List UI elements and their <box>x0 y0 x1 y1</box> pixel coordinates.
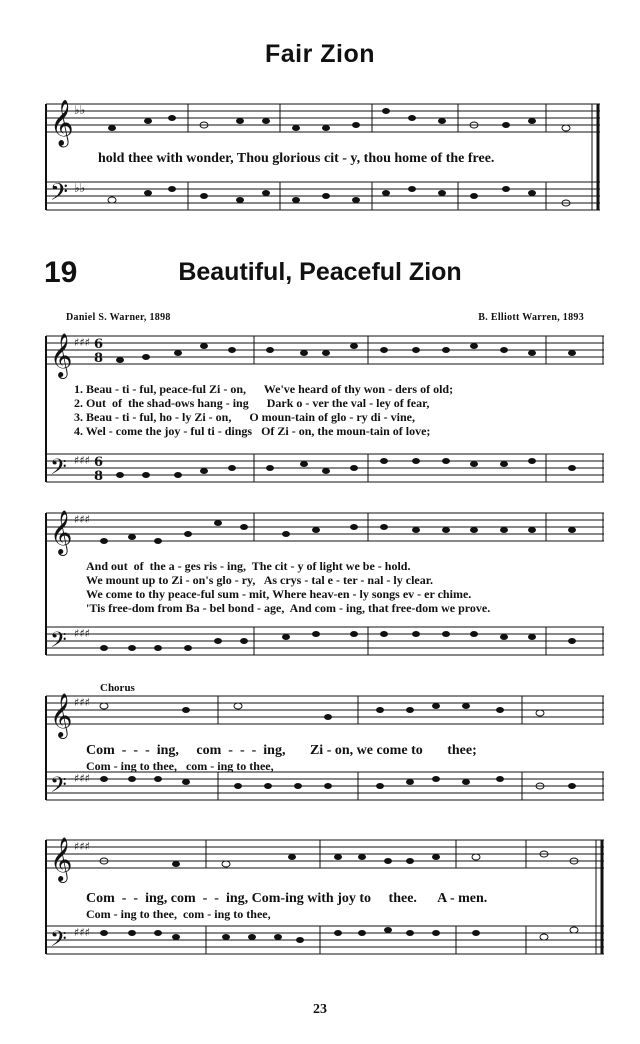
svg-text:♭♭: ♭♭ <box>74 181 86 195</box>
svg-text:♯♯♯: ♯♯♯ <box>74 454 90 467</box>
chorus-line-1-top: Com - - - ing, com - - - ing, Zi - on, we come to thee; <box>86 743 477 758</box>
svg-text:♯♯♯: ♯♯♯ <box>74 772 90 785</box>
svg-text:𝄢: 𝄢 <box>50 927 67 957</box>
svg-text:𝄞: 𝄞 <box>50 510 73 554</box>
svg-text:𝄞: 𝄞 <box>50 333 73 377</box>
chorus-label: Chorus <box>100 682 135 694</box>
svg-text:𝄞: 𝄞 <box>50 693 73 737</box>
chorus-line-2-bottom: Com - ing to thee, com - ing to thee, <box>86 907 271 921</box>
previous-hymn-lyric: hold thee with wonder, Thou glorious cit - y, thou home of the free. <box>98 151 495 166</box>
verse-line-1a: 1. Beau - ti - ful, peace-ful Zi - on, We've heard of thy won - ders of old; <box>74 382 454 396</box>
composer-credit: B. Elliott Warren, 1893 <box>478 312 584 323</box>
verse-line-4a: 4. Wel - come the joy - ful ti - dings Of Zi - on, the moun-tain of love; <box>74 424 431 438</box>
verse-line-2a: 2. Out of the shad-ows hang - ing Dark o - ver the val - ley of fear, <box>74 396 430 410</box>
svg-text:♯♯♯: ♯♯♯ <box>74 840 90 853</box>
svg-text:♯♯♯: ♯♯♯ <box>74 336 90 349</box>
svg-text:𝄢: 𝄢 <box>50 773 67 803</box>
svg-text:𝄢: 𝄢 <box>50 628 67 658</box>
hymn-number: 19 <box>44 256 78 289</box>
verse-line-4b: 'Tis free-dom from Ba - bel bond - age, And com - ing, that free-dom we prove. <box>86 601 491 615</box>
hymn-title: Beautiful, Peaceful Zion <box>178 258 462 286</box>
previous-hymn-title: Fair Zion <box>264 40 376 68</box>
svg-text:♭♭: ♭♭ <box>74 103 86 117</box>
svg-text:8: 8 <box>94 351 104 366</box>
svg-text:♯♯♯: ♯♯♯ <box>74 513 90 526</box>
svg-text:𝄞: 𝄞 <box>50 837 73 881</box>
svg-text:8: 8 <box>94 469 104 484</box>
chorus-line-1-bottom: Com - ing to thee, com - ing to thee, <box>86 759 274 773</box>
verse-line-1b: And out of the a - ges ris - ing, The cit - y of light we be - hold. <box>86 559 411 573</box>
svg-text:♯♯♯: ♯♯♯ <box>74 627 90 640</box>
svg-text:♯♯♯: ♯♯♯ <box>74 926 90 939</box>
svg-text:𝄢: 𝄢 <box>50 178 69 211</box>
page-number: 23 <box>313 1002 327 1017</box>
svg-text:♯♯♯: ♯♯♯ <box>74 696 90 709</box>
svg-text:6: 6 <box>94 337 104 352</box>
svg-text:6: 6 <box>94 455 104 470</box>
verse-line-3b: We come to thy peace-ful sum - mit, Where heav-en - ly songs ev - er chime. <box>86 587 472 601</box>
verse-line-2b: We mount up to Zi - on's glo - ry, As crys - tal e - ter - nal - ly clear. <box>86 573 433 587</box>
chorus-line-2-top: Com - - ing, com - - ing, Com-ing with joy to thee. A - men. <box>86 891 488 906</box>
svg-text:𝄞: 𝄞 <box>50 100 74 146</box>
verse-line-3a: 3. Beau - ti - ful, ho - ly Zi - on, O moun-tain of glo - ry di - vine, <box>74 410 416 424</box>
svg-text:𝄢: 𝄢 <box>50 455 67 485</box>
author-credit: Daniel S. Warner, 1898 <box>66 312 171 323</box>
